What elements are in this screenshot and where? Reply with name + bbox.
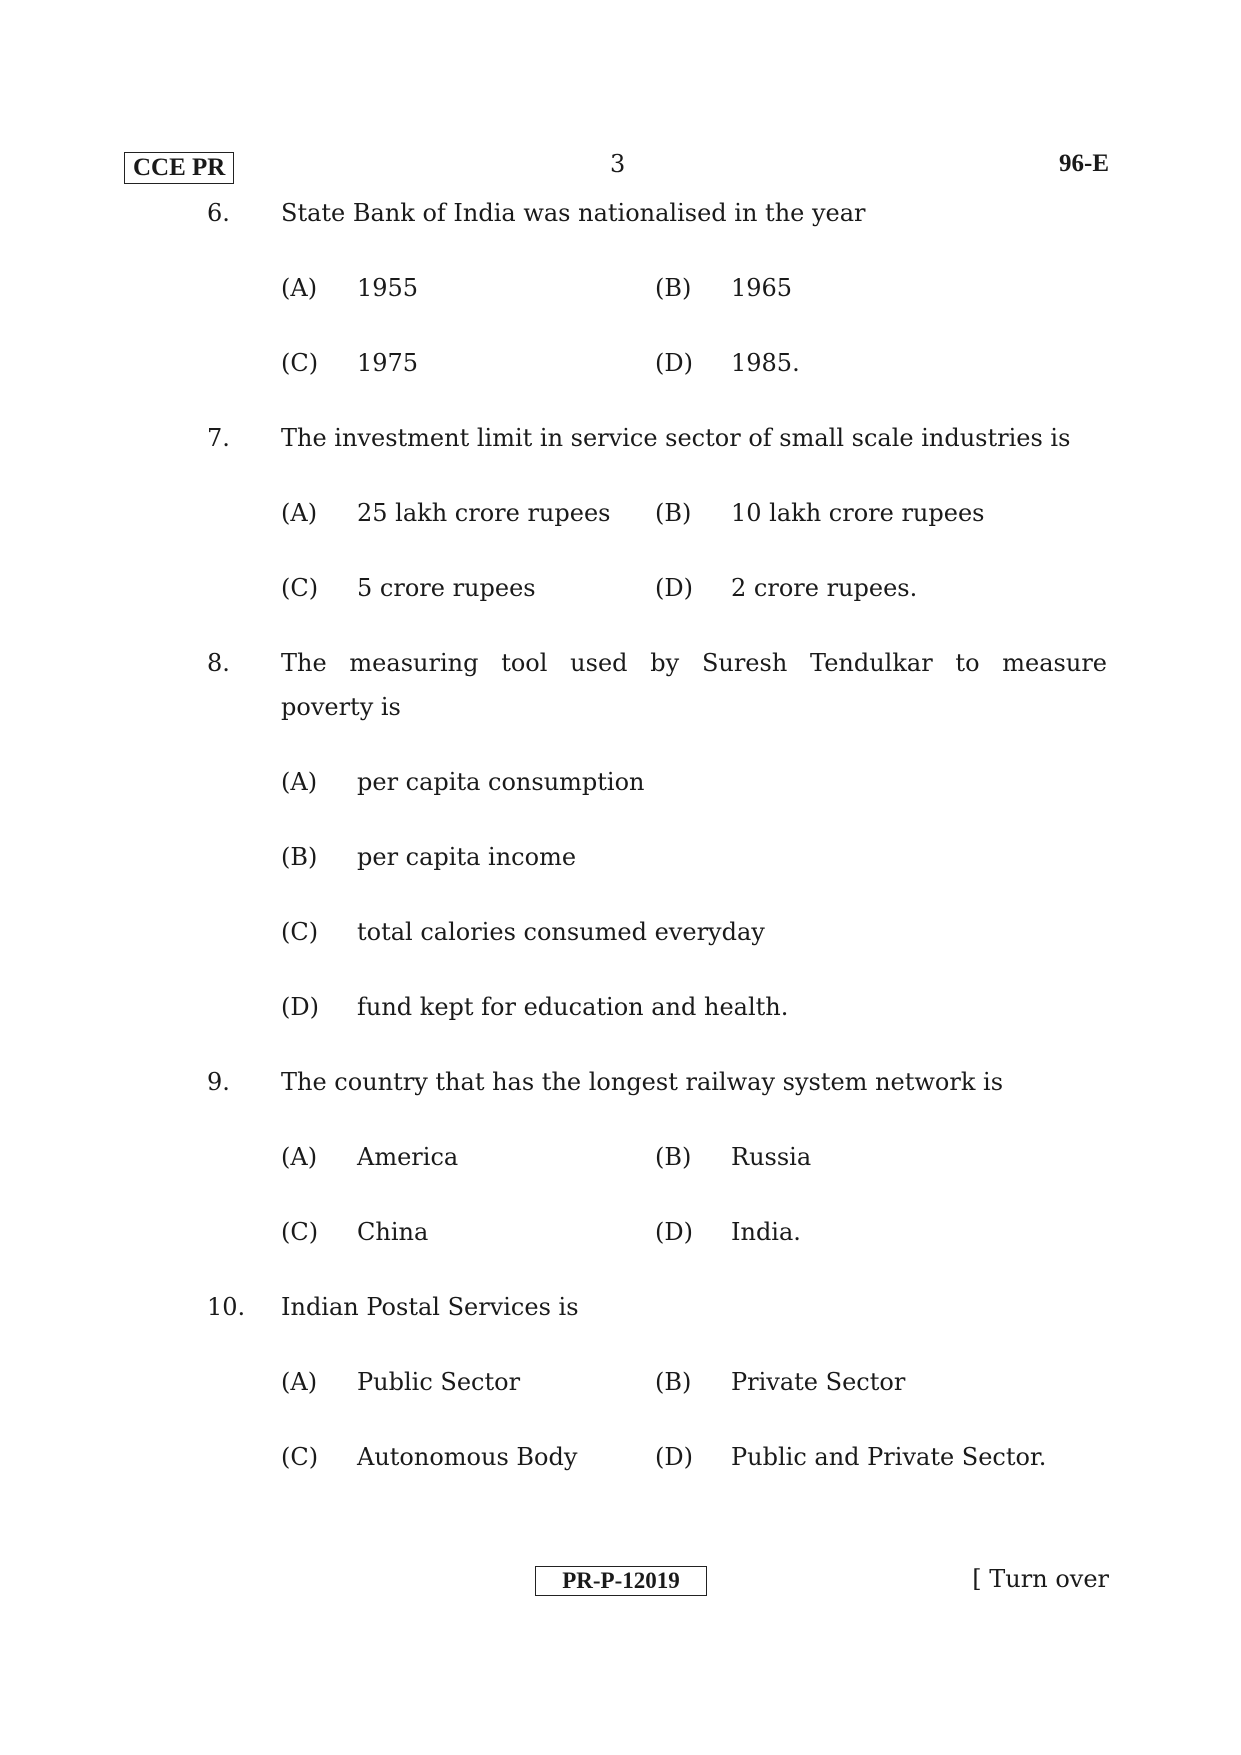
option-label: (B): [281, 843, 318, 871]
option-text: Public and Private Sector.: [731, 1443, 1047, 1471]
question-number: 10.: [207, 1293, 246, 1321]
option-text: 1975: [357, 349, 419, 377]
option-text: 1955: [357, 274, 419, 302]
question-number: 7.: [207, 424, 230, 452]
header-code-box: CCE PR: [124, 152, 234, 184]
option-text: America: [357, 1143, 459, 1171]
page-number: 3: [610, 150, 626, 178]
question-text: Indian Postal Services is: [281, 1293, 579, 1321]
option-text: 10 lakh crore rupees: [731, 499, 985, 527]
option-label: (D): [655, 1443, 693, 1471]
option-label: (D): [655, 1218, 693, 1246]
option-text: 1985.: [731, 349, 800, 377]
option-label: (B): [655, 1143, 692, 1171]
option-label: (A): [281, 768, 318, 796]
option-label: (A): [281, 499, 318, 527]
footer-code-box: PR-P-12019: [535, 1566, 707, 1596]
option-text: Private Sector: [731, 1368, 906, 1396]
question-text: The investment limit in service sector of small scale industries is: [281, 424, 1071, 452]
question-number: 9.: [207, 1068, 230, 1096]
option-label: (A): [281, 1143, 318, 1171]
option-label: (C): [281, 574, 319, 602]
question-text: The country that has the longest railway system network is: [281, 1068, 1004, 1096]
option-text: Russia: [731, 1143, 812, 1171]
option-label: (B): [655, 1368, 692, 1396]
option-label: (A): [281, 1368, 318, 1396]
question-text: The measuring tool used by Suresh Tendulkar to measure: [281, 649, 1107, 677]
option-text: India.: [731, 1218, 801, 1246]
turn-over-note: [ Turn over: [972, 1565, 1109, 1593]
option-label: (C): [281, 349, 319, 377]
option-text: Public Sector: [357, 1368, 521, 1396]
option-label: (B): [655, 274, 692, 302]
option-text: per capita income: [357, 843, 577, 871]
option-label: (A): [281, 274, 318, 302]
paper-code: 96-E: [1059, 150, 1109, 177]
option-label: (C): [281, 918, 319, 946]
question-number: 6.: [207, 199, 230, 227]
option-text: fund kept for education and health.: [357, 993, 789, 1021]
question-text-continued: poverty is: [281, 693, 401, 721]
option-text: Autonomous Body: [357, 1443, 578, 1471]
option-label: (D): [281, 993, 319, 1021]
option-label: (B): [655, 499, 692, 527]
option-text: 1965: [731, 274, 793, 302]
option-label: (D): [655, 574, 693, 602]
question-text: State Bank of India was nationalised in the year: [281, 199, 866, 227]
option-text: per capita consumption: [357, 768, 645, 796]
option-text: total calories consumed everyday: [357, 918, 765, 946]
option-label: (C): [281, 1218, 319, 1246]
option-label: (C): [281, 1443, 319, 1471]
option-text: 2 crore rupees.: [731, 574, 918, 602]
option-text: China: [357, 1218, 429, 1246]
option-text: 25 lakh crore rupees: [357, 499, 611, 527]
question-number: 8.: [207, 649, 230, 677]
option-label: (D): [655, 349, 693, 377]
option-text: 5 crore rupees: [357, 574, 536, 602]
